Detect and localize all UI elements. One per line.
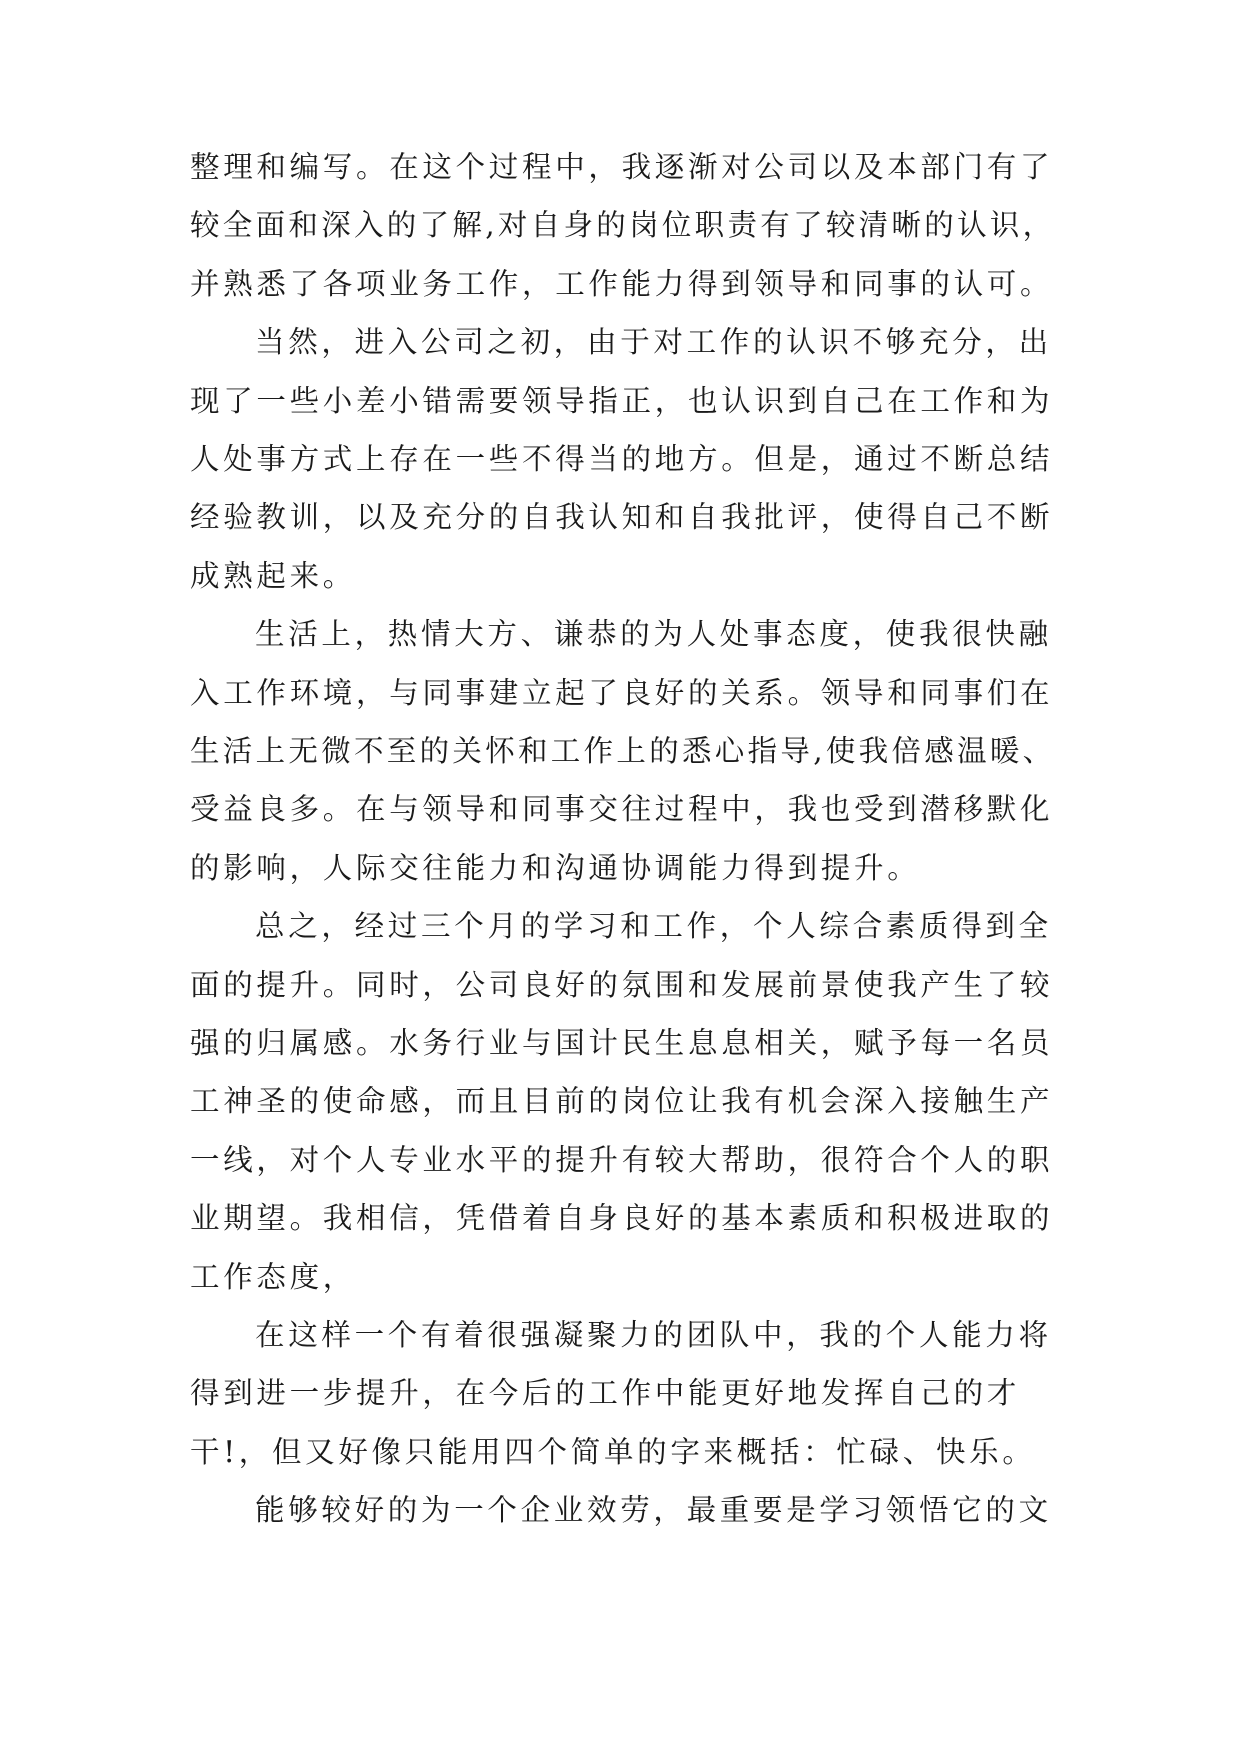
text-line: 受益良多。在与领导和同事交往过程中，我也受到潜移默化 bbox=[190, 792, 1054, 827]
text-line: 得到进一步提升，在今后的工作中能更好地发挥自己的才 bbox=[190, 1376, 1021, 1411]
text-line: 现了一些小差小错需要领导指正，也认识到自己在工作和为 bbox=[190, 383, 1054, 418]
text-line: 并熟悉了各项业务工作，工作能力得到领导和同事的认可。 bbox=[190, 266, 1054, 301]
paragraph-first-line: 生活上，热情大方、谦恭的为人处事态度，使我很快融 bbox=[255, 617, 1052, 652]
text-line: 成熟起来。 bbox=[190, 558, 357, 593]
text-line: 强的归属感。水务行业与国计民生息息相关，赋予每一名员 bbox=[190, 1026, 1054, 1060]
text-line: 入工作环境，与同事建立起了良好的关系。领导和同事们在 bbox=[190, 675, 1054, 710]
text-line: 一线，对个人专业水平的提升有较大帮助，很符合个人的职 bbox=[190, 1142, 1054, 1177]
paragraph-first-line: 在这样一个有着很强凝聚力的团队中，我的个人能力将 bbox=[255, 1318, 1052, 1352]
text-line: 工神圣的使命感，而且目前的岗位让我有机会深入接触生产 bbox=[190, 1084, 1054, 1119]
text-line: 整理和编写。在这个过程中，我逐渐对公司以及本部门有了 bbox=[190, 150, 1054, 184]
text-line: 人处事方式上存在一些不得当的地方。但是，通过不断总结 bbox=[190, 442, 1054, 476]
text-line: 经验教训，以及充分的自我认知和自我批评，使得自己不断 bbox=[190, 500, 1054, 535]
paragraph-first-line: 当然，进入公司之初，由于对工作的认识不够充分，出 bbox=[255, 325, 1052, 360]
paragraph-first-line: 总之，经过三个月的学习和工作，个人综合素质得到全 bbox=[255, 909, 1052, 944]
text-line: 的影响，人际交往能力和沟通协调能力得到提升。 bbox=[190, 850, 921, 885]
text-line: 业期望。我相信，凭借着自身良好的基本素质和积极进取的 bbox=[190, 1201, 1054, 1236]
text-line: 面的提升。同时，公司良好的氛围和发展前景使我产生了较 bbox=[190, 967, 1054, 1002]
text-line: 干!，但又好像只能用四个简单的字来概括：忙碌、快乐。 bbox=[190, 1434, 1036, 1469]
text-line: 生活上无微不至的关怀和工作上的悉心指导,使我倍感温暖、 bbox=[190, 734, 1056, 768]
paragraph-first-line: 能够较好的为一个企业效劳，最重要是学习领悟它的文 bbox=[255, 1493, 1052, 1528]
text-line: 工作态度， bbox=[190, 1259, 357, 1294]
text-line: 较全面和深入的了解,对自身的岗位职责有了较清晰的认识， bbox=[190, 208, 1056, 243]
